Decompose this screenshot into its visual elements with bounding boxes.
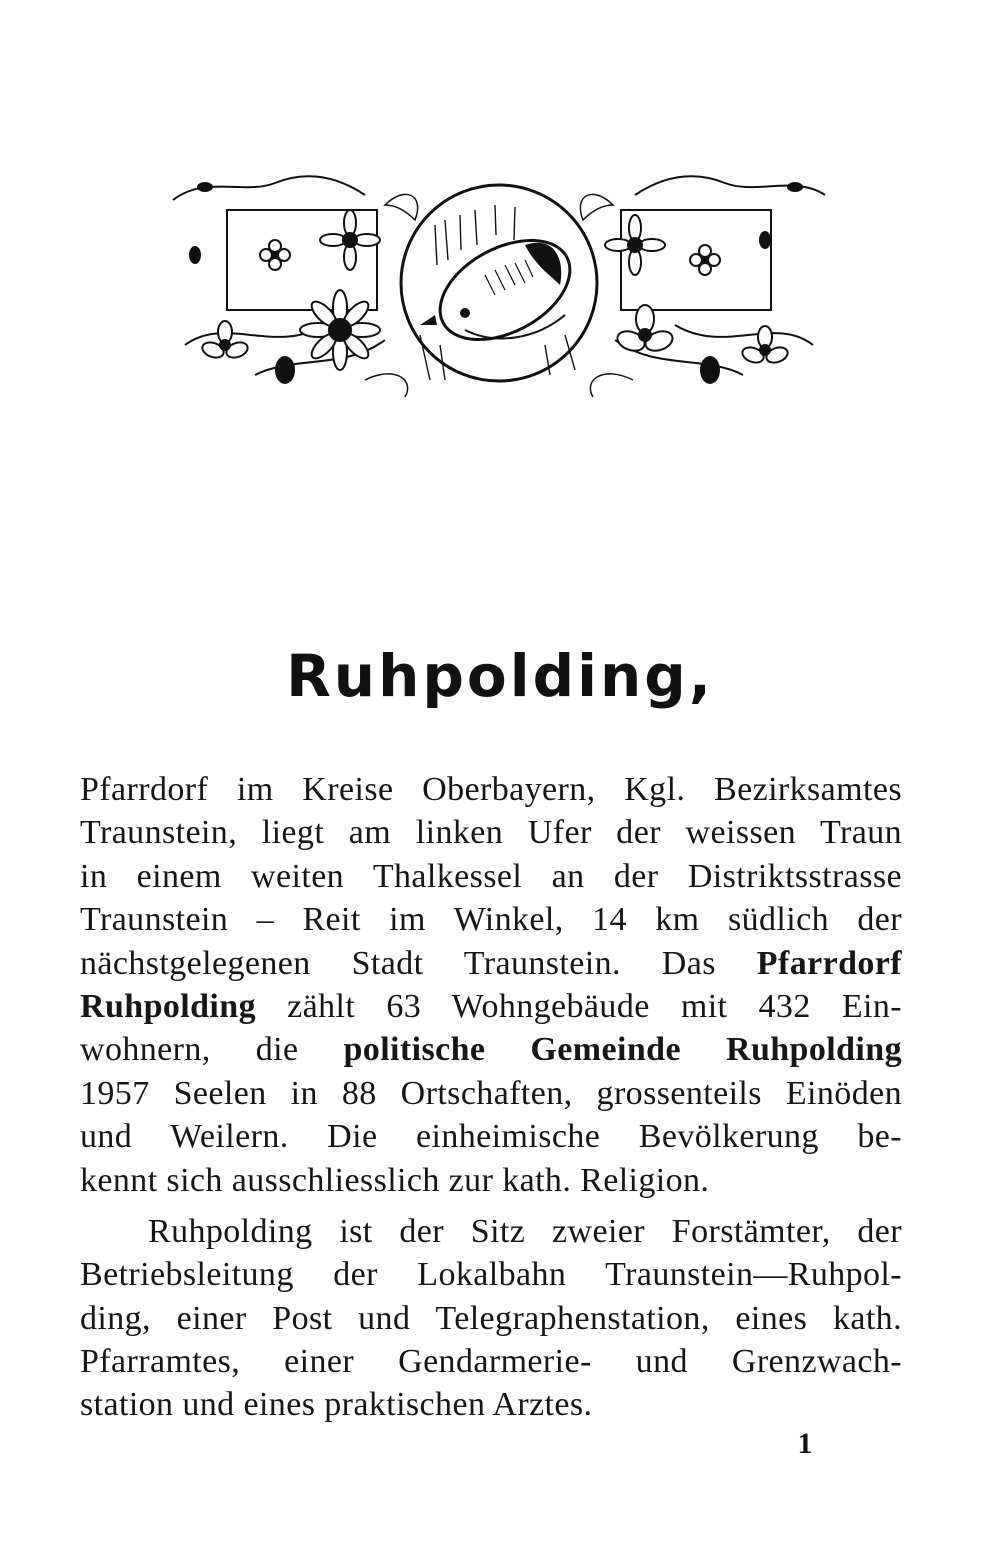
bird-flower-ornament-icon: [165, 165, 833, 400]
text-line: [80, 898, 902, 941]
text-line: [80, 1159, 902, 1202]
text-run: zählt 63 Wohngebäude mit 432 Ein-: [256, 987, 902, 1025]
text-run: kennt sich ausschliesslich zur kath. Religion.: [80, 1161, 710, 1199]
text-line: [80, 1340, 902, 1383]
text-run: Betriebsleitung der Lokalbahn Traunstein—Ruhpol-: [80, 1256, 902, 1294]
paragraph-2: [80, 1210, 902, 1427]
text-run: Pfarramtes, einer Gendarmerie- und Grenzwach-: [80, 1343, 902, 1381]
text-run: Ruhpolding ist der Sitz zweier Forstämter, der: [148, 1212, 902, 1250]
text-run: nächstgelegenen Stadt Traunstein. Das: [80, 944, 757, 982]
bold-text-run: Ruhpolding: [80, 987, 256, 1025]
text-line: [80, 1072, 902, 1115]
text-run: Pfarrdorf im Kreise Oberbayern, Kgl. Bezirksamtes: [80, 771, 902, 808]
text-run: 1957 Seelen in 88 Ortschaften, grossenteils Einöden: [80, 1074, 902, 1112]
text-line: [80, 855, 902, 898]
text-line: [80, 768, 902, 811]
text-line: [80, 1383, 902, 1426]
text-run: ding, einer Post und Telegraphenstation, eines kath.: [80, 1299, 902, 1337]
text-line: [80, 942, 902, 985]
bold-text-run: Pfarrdorf: [756, 944, 902, 982]
text-run: und Weilern. Die einheimische Bevölkerung be-: [80, 1118, 902, 1156]
text-line: [80, 985, 902, 1028]
text-line: [80, 811, 902, 854]
text-run: station und eines praktischen Arztes.: [80, 1386, 593, 1424]
paragraph-1: [80, 768, 902, 1202]
text-run: in einem weiten Thalkessel an der Distriktsstrasse: [80, 857, 902, 895]
text-run: Traunstein – Reit im Winkel, 14 km südlich der: [80, 901, 902, 939]
text-line: [80, 1297, 902, 1340]
text-line: [80, 1115, 902, 1158]
page-number: 1: [797, 1427, 813, 1460]
text-line: [80, 1253, 902, 1296]
page-title: Ruhpolding,: [286, 642, 714, 710]
text-run: wohnern, die: [80, 1031, 344, 1069]
text-run: Traunstein, liegt am linken Ufer der weissen Traun: [80, 814, 902, 852]
text-line: [80, 1210, 902, 1253]
body-text: [80, 768, 902, 1427]
bold-text-run: politische Gemeinde Ruhpolding: [343, 1031, 902, 1069]
text-line: [80, 1028, 902, 1071]
